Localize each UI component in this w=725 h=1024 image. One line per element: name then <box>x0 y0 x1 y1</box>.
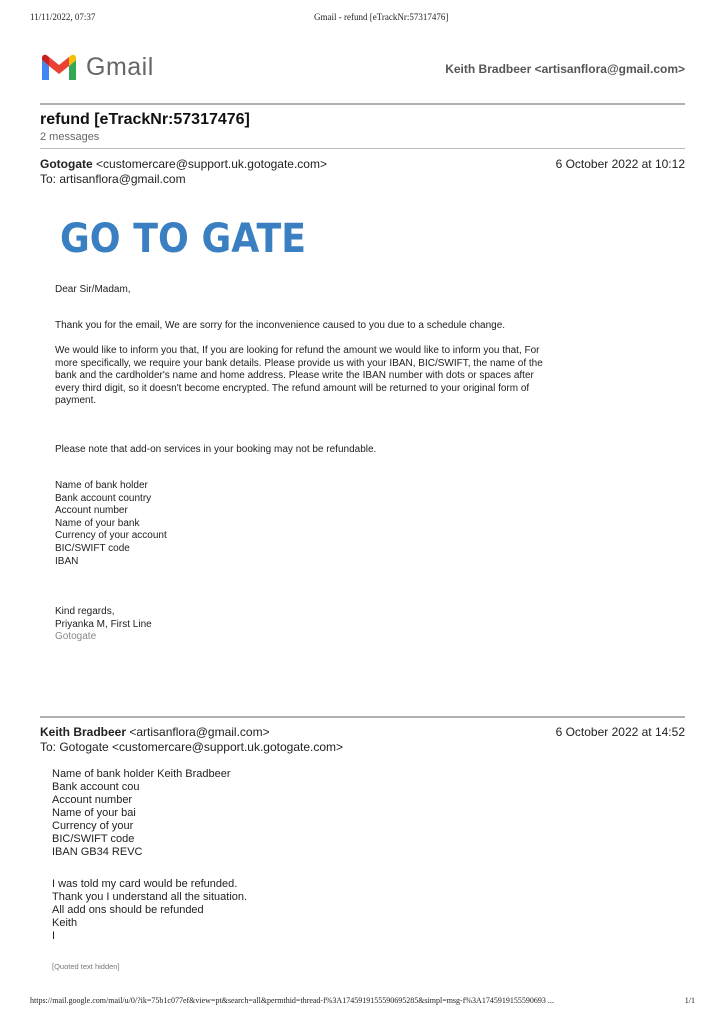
reply-line: All add ons should be refunded <box>52 904 204 916</box>
reply-line: Keith <box>52 917 78 929</box>
reply-line: I was told my card would be refunded. <box>52 878 238 890</box>
message1-from-name: Gotogate <box>40 157 93 171</box>
message2-from-email: <artisanflora@gmail.com> <box>129 725 270 739</box>
thread-subject: refund [eTrackNr:57317476] <box>40 111 250 128</box>
print-url: https://mail.google.com/mail/u/0/?ik=75b1c077ef&view=pt&search=all&permthid=thread-f%3A1745919155590695285&simpl=msg-f%3A1745919155590693 ... <box>30 996 554 1005</box>
message-divider <box>40 716 685 718</box>
message1-para2-line: payment. <box>55 395 97 407</box>
gotogate-logo-text: GO TO GATE <box>60 216 306 256</box>
message2-from <box>40 725 270 739</box>
reply-line: Thank you I understand all the situation. <box>52 891 248 903</box>
field-item: Name of your bank <box>55 517 140 529</box>
message1-para2-line: more specifically, we require your bank details. Please provide us with your IBAN, BIC/SWIFT, the name of the <box>55 357 543 369</box>
print-page-number: 1/1 <box>684 996 695 1005</box>
message1-greeting: Dear Sir/Madam, <box>55 284 131 295</box>
message1-note: Please note that add-on services in your booking may not be refundable. <box>55 444 377 455</box>
sender-name: Priyanka M, First Line <box>55 618 152 630</box>
message1-signature <box>55 606 152 644</box>
field-item: Account number <box>55 505 128 517</box>
print-title: Gmail - refund [eTrackNr:57317476] <box>314 12 449 22</box>
account-label: Keith Bradbeer <artisanflora@gmail.com> <box>445 62 685 76</box>
field-item: Name of bank holder <box>55 480 148 491</box>
field-item: BIC/SWIFT code <box>55 542 130 554</box>
message1-para1: Thank you for the email, We are sorry for the inconvenience caused to you due to a schedule change. <box>55 320 506 331</box>
reply-field: IBAN GB34 REVC <box>52 846 143 858</box>
gmail-logo-icon <box>40 54 78 82</box>
field-item: Bank account country <box>55 492 152 504</box>
message1-from <box>40 157 327 171</box>
reply-field: Currency of your <box>52 820 134 832</box>
message-count: 2 messages <box>40 131 100 143</box>
sender-company: Gotogate <box>55 631 97 643</box>
reply-line: I <box>52 930 56 942</box>
message1-date: 6 October 2022 at 10:12 <box>555 157 685 171</box>
reply-field: Account number <box>52 794 133 806</box>
message1-to: To: artisanflora@gmail.com <box>40 172 186 186</box>
gotogate-logo <box>60 214 310 256</box>
message1-para2 <box>55 345 615 408</box>
reply-field: Bank account cou <box>52 781 140 793</box>
reply-field: Name of bank holder Keith Bradbeer <box>52 768 231 780</box>
message2-to: To: Gotogate <customercare@support.uk.gotogate.com> <box>40 740 344 754</box>
header-divider <box>40 103 685 105</box>
message1-from-email: <customercare@support.uk.gotogate.com> <box>96 157 327 171</box>
signoff: Kind regards, <box>55 606 115 617</box>
message2-field-list <box>52 768 231 859</box>
message1-para2-line: We would like to inform you that, If you are looking for refund the amount we would like to inform you that, For <box>55 345 540 356</box>
quoted-text-toggle[interactable]: [Quoted text hidden] <box>52 962 120 971</box>
message1-para2-line: bank and the cardholder's name and home address. Please write the IBAN number with dots or spaces after <box>55 370 534 382</box>
message1-field-list <box>55 480 167 568</box>
reply-field: BIC/SWIFT code <box>52 833 135 845</box>
field-item: IBAN <box>55 555 79 567</box>
message2-date: 6 October 2022 at 14:52 <box>555 725 685 739</box>
thread-divider <box>40 148 685 149</box>
field-item: Currency of your account <box>55 530 167 542</box>
gmail-wordmark: Gmail <box>86 53 154 81</box>
message2-from-name: Keith Bradbeer <box>40 725 127 739</box>
print-datetime: 11/11/2022, 07:37 <box>30 12 96 22</box>
message2-body <box>52 878 247 943</box>
message1-para2-line: every third digit, so it doesn't become encrypted. The refund amount will be returned to your original form of <box>55 382 530 394</box>
reply-field: Name of your bai <box>52 807 136 819</box>
